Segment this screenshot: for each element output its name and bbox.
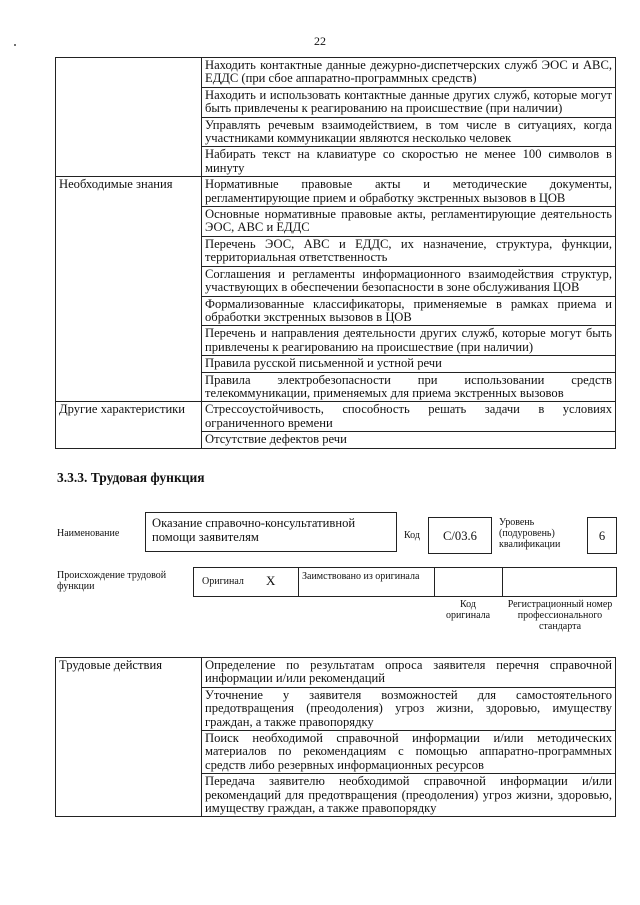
table-cell: Основные нормативные правовые акты, регламентирующие деятельность ЭОС, АВС и ЕДДС [202, 207, 616, 237]
knowledge-skills-table [55, 57, 616, 449]
origin-table [193, 567, 617, 597]
original-mark: X [266, 573, 276, 588]
level-label: Уровень (подуровень) квалификации [499, 517, 561, 550]
code-label: Код [404, 530, 420, 541]
origin-label: Происхождение трудовой функции [57, 570, 167, 592]
function-name-box: Оказание справочно-консультативной помощи заявителям [145, 512, 397, 552]
table-cell: Формализованные классификаторы, применяемые в рамках приема и обработки экстренных вызовов в ЦОВ [202, 296, 616, 326]
table-cell: Нормативные правовые акты и методические документы, регламентирующие прием и обработку экстренных вызовов в ЦОВ [202, 177, 616, 207]
table-cell: Управлять речевым взаимодействием, в том числе в ситуациях, когда участниками коммуникации являются несколько человек [202, 117, 616, 147]
table-cell: Уточнение у заявителя возможностей для самостоятельного предотвращения (преодоления) угроз жизни, здоровью, имуществу граждан, а также правопорядку [202, 687, 616, 730]
reg-caption: Регистрационный номер профессионального стандарта [507, 599, 613, 632]
row-label [56, 58, 202, 177]
table-cell: Определение по результатам опроса заявителя перечня справочной информации и/или рекомендаций [202, 658, 616, 688]
row-label-other: Другие характеристики [56, 402, 202, 448]
table-cell: Соглашения и регламенты информационного взаимодействия структур, участвующих в обеспечении безопасности в зоне обслуживания ЦОВ [202, 266, 616, 296]
section-heading: 3.3.3. Трудовая функция [57, 470, 205, 485]
original-label: Оригинал [202, 576, 244, 587]
function-code-box: C/03.6 [428, 517, 492, 554]
code-caption: Код оригинала [445, 599, 491, 621]
table-cell: Находить и использовать контактные данные других служб, которые могут быть привлечены к реагированию на происшествие (при наличии) [202, 87, 616, 117]
margin-dot [14, 44, 16, 46]
table-cell: Поиск необходимой справочной информации и/или методических материалов по рекомендациям с помощью аппаратно-программных средств либо резервных информационных ресурсов [202, 731, 616, 774]
table-cell: Отсутствие дефектов речи [202, 432, 616, 448]
labor-actions-table [55, 657, 616, 817]
table-cell: Передача заявителю необходимой справочной информации и/или рекомендаций для предотвращения (преодоления) угроз жизни, здоровью, имуществу граждан, а также правопорядку [202, 774, 616, 817]
table-cell: Набирать текст на клавиатуре со скоростью не менее 100 символов в минуту [202, 147, 616, 177]
table-cell: Стрессоустойчивость, способность решать задачи в условиях ограниченного времени [202, 402, 616, 432]
name-label: Наименование [57, 528, 120, 539]
table-cell: Правила электробезопасности при использовании средств телекоммуникации, применяемых для приема экстренных вызовов [202, 372, 616, 402]
borrowed-label: Заимствовано из оригинала [302, 571, 420, 582]
table-cell: Перечень ЭОС, АВС и ЕДДС, их назначение, структура, функции, территориальная ответственность [202, 236, 616, 266]
table-cell: Находить контактные данные дежурно-диспетчерских служб ЭОС и АВС, ЕДДС (при сбое аппаратно-программных средств) [202, 58, 616, 88]
row-label-knowledge: Необходимые знания [56, 177, 202, 402]
page-number: 22 [314, 34, 326, 48]
table-cell: Перечень и направления деятельности других служб, которые могут быть привлечены к реагированию на происшествие (при наличии) [202, 326, 616, 356]
level-box: 6 [587, 517, 617, 554]
row-label-actions: Трудовые действия [56, 658, 202, 817]
table-cell: Правила русской письменной и устной речи [202, 356, 616, 372]
